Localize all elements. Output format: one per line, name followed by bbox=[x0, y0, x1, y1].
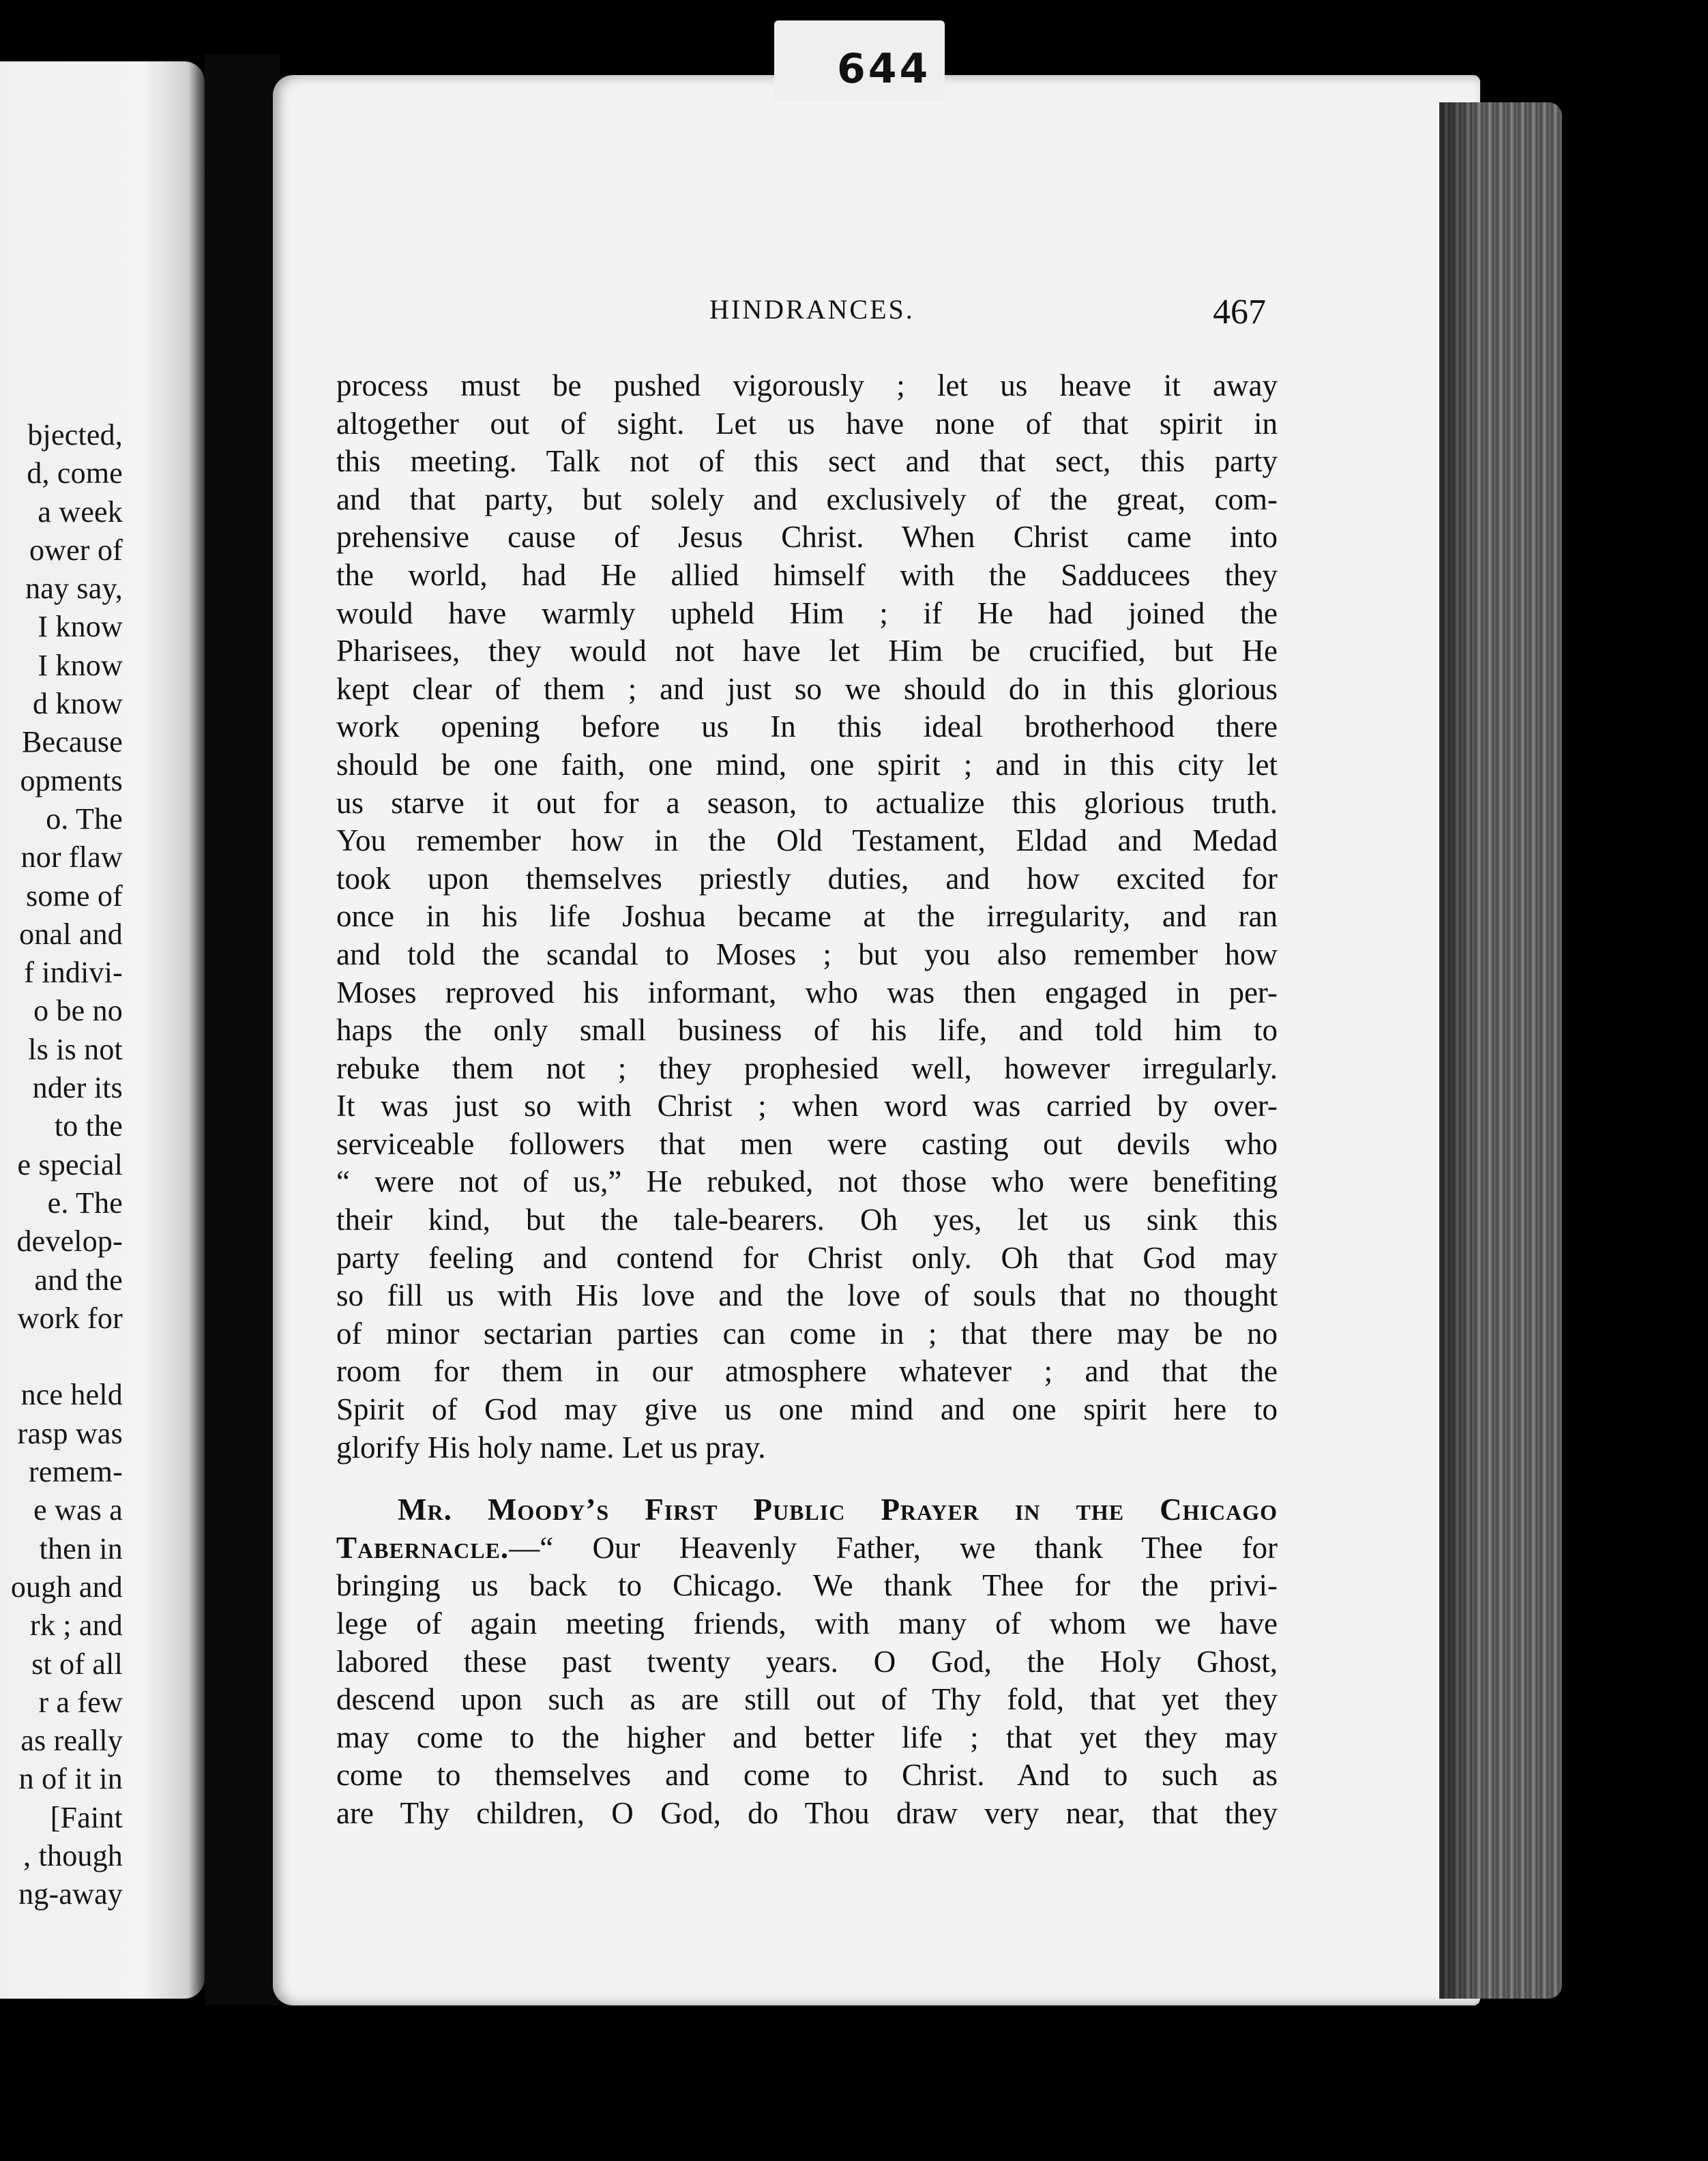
section-heading-continued: Tabernacle. bbox=[336, 1530, 510, 1565]
text-line: kept clear of them ; and just so we should do in this glorious bbox=[336, 671, 1278, 706]
left-page-fragment: r a few bbox=[38, 1685, 123, 1719]
text-line: and that party, but solely and exclusively of the great, com- bbox=[336, 482, 1278, 516]
left-page-fragment: ower of bbox=[29, 533, 123, 567]
text-line: their kind, but the tale-bearers. Oh yes, let us sink this bbox=[336, 1203, 1278, 1237]
text-line: bringing us back to Chicago. We thank Thee for the privi- bbox=[336, 1568, 1278, 1603]
left-page-fragment: st of all bbox=[31, 1647, 123, 1681]
text-line: descend upon such as are still out of Thy fold, that yet they bbox=[336, 1682, 1278, 1717]
left-page-fragment: onal and bbox=[19, 917, 123, 951]
left-page-fragment: o. The bbox=[46, 802, 123, 836]
left-facing-page bbox=[0, 61, 205, 1999]
left-page-fragment: to the bbox=[54, 1109, 123, 1143]
text-line: and told the scandal to Moses ; but you also remember how bbox=[336, 937, 1278, 971]
text-line: may come to the higher and better life ; that yet they may bbox=[336, 1720, 1278, 1754]
text-line: the world, had He allied himself with the Sadducees they bbox=[336, 557, 1278, 592]
paragraph-2-first-line bbox=[336, 1491, 1278, 1529]
left-page-fragment: work for bbox=[17, 1301, 123, 1335]
left-page-fragment: bjected, bbox=[27, 418, 123, 452]
text-line: prehensive cause of Jesus Christ. When Christ came into bbox=[336, 520, 1278, 555]
text-line: of minor sectarian parties can come in ; that there may be no bbox=[336, 1316, 1278, 1351]
text-line: room for them in our atmosphere whatever ; and that the bbox=[336, 1354, 1278, 1389]
page-edges-shadow bbox=[1439, 102, 1480, 1999]
left-page-fragment: d know bbox=[33, 687, 123, 721]
left-page-fragment: d, come bbox=[27, 456, 123, 490]
left-page-fragment: some of bbox=[26, 879, 123, 913]
paragraph-2 bbox=[336, 1491, 1278, 1832]
text-line: are Thy children, O God, do Thou draw very near, that they bbox=[336, 1795, 1278, 1830]
text-line: Spirit of God may give us one mind and one spirit here to bbox=[336, 1392, 1278, 1427]
text-line: process must be pushed vigorously ; let us heave it away bbox=[336, 368, 1278, 402]
text-line: haps the only small business of his life, and told him to bbox=[336, 1013, 1278, 1048]
text-line: once in his life Joshua became at the irregularity, and ran bbox=[336, 899, 1278, 934]
text-line: serviceable followers that men were casting out devils who bbox=[336, 1126, 1278, 1161]
book-gutter bbox=[205, 55, 280, 2005]
left-page-fragment: rasp was bbox=[17, 1416, 123, 1450]
left-page-fragment: nce held bbox=[20, 1378, 123, 1412]
text-line: us starve it out for a season, to actualize this glorious truth. bbox=[336, 785, 1278, 820]
paragraph-1 bbox=[336, 367, 1278, 1467]
left-page-fragment bbox=[11, 1338, 123, 1376]
text-line: labored these past twenty years. O God, the Holy Ghost, bbox=[336, 1644, 1278, 1679]
text-line: took upon themselves priestly duties, and how excited for bbox=[336, 861, 1278, 896]
left-page-fragment: as really bbox=[20, 1724, 123, 1758]
left-page-fragment: e special bbox=[17, 1147, 123, 1181]
text-line: would have warmly upheld Him ; if He had joined the bbox=[336, 596, 1278, 630]
left-page-fragment: o be no bbox=[33, 994, 123, 1028]
text-line: come to themselves and come to Christ. And to such as bbox=[336, 1758, 1278, 1793]
left-page-fragment: nder its bbox=[32, 1071, 123, 1105]
paragraph-gap bbox=[336, 1467, 1278, 1491]
left-page-fragment: I know bbox=[38, 648, 123, 682]
paragraph-2-second-line bbox=[336, 1529, 1278, 1568]
text-line: glorify His holy name. Let us pray. bbox=[336, 1430, 766, 1465]
text-line: party feeling and contend for Christ only. Oh that God may bbox=[336, 1240, 1278, 1275]
archive-label-text: 644 bbox=[837, 45, 931, 93]
text-line: “ were not of us,” He rebuked, not those who were benefiting bbox=[336, 1164, 1278, 1199]
prayer-opening: —“ Our Heavenly Father, we thank Thee for bbox=[509, 1530, 1278, 1565]
left-page-fragment: , though bbox=[23, 1838, 123, 1872]
text-line: should be one faith, one mind, one spirit ; and in this city let bbox=[336, 747, 1278, 782]
page-number: 467 bbox=[1213, 293, 1266, 332]
left-page-fragment: rk ; and bbox=[29, 1608, 123, 1643]
left-page-fragment: nay say, bbox=[25, 572, 123, 606]
left-page-fragment: f indivi- bbox=[24, 956, 123, 990]
left-page-fragment: ough and bbox=[10, 1570, 123, 1604]
text-line: this meeting. Talk not of this sect and that sect, this party bbox=[336, 444, 1278, 479]
left-page-fragment: a week bbox=[38, 495, 123, 529]
running-head: HINDRANCES. bbox=[709, 294, 915, 325]
left-page-fragment: I know bbox=[38, 610, 123, 644]
left-page-fragment: develop- bbox=[16, 1224, 123, 1259]
left-page-fragment: ng-away bbox=[18, 1877, 123, 1911]
left-page-fragment: opments bbox=[20, 763, 123, 797]
text-line: so fill us with His love and the love of souls that no thought bbox=[336, 1278, 1278, 1313]
left-page-fragment: e was a bbox=[33, 1493, 123, 1527]
text-line: You remember how in the Old Testament, Eldad and Medad bbox=[336, 823, 1278, 858]
text-line: lege of again meeting friends, with many of whom we have bbox=[336, 1606, 1278, 1641]
left-page-text-fragments bbox=[11, 416, 123, 1914]
text-line: Moses reproved his informant, who was then engaged in per- bbox=[336, 975, 1278, 1010]
left-page-fragment: n of it in bbox=[18, 1762, 123, 1796]
text-line: altogether out of sight. Let us have none of that spirit in bbox=[336, 406, 1278, 441]
left-page-fragment: nor flaw bbox=[20, 840, 123, 874]
section-heading: Mr. Moody’s First Public Prayer in the Chicago bbox=[398, 1493, 1278, 1527]
page-body bbox=[336, 367, 1278, 1833]
left-page-fragment: [Faint bbox=[50, 1800, 123, 1834]
archive-label-tab bbox=[774, 20, 945, 102]
left-page-fragment: ls is not bbox=[28, 1032, 123, 1066]
text-line: rebuke them not ; they prophesied well, however irregularly. bbox=[336, 1050, 1278, 1085]
text-line: It was just so with Christ ; when word was carried by over- bbox=[336, 1089, 1278, 1123]
left-page-fragment: and the bbox=[34, 1263, 123, 1297]
left-page-fragment: e. The bbox=[47, 1186, 123, 1220]
left-page-fragment: then in bbox=[39, 1531, 123, 1565]
text-line: work opening before us In this ideal brotherhood there bbox=[336, 709, 1278, 744]
left-page-fragment: remem- bbox=[28, 1455, 123, 1489]
left-page-fragment: Because bbox=[22, 725, 123, 759]
text-line: Pharisees, they would not have let Him be crucified, but He bbox=[336, 634, 1278, 668]
